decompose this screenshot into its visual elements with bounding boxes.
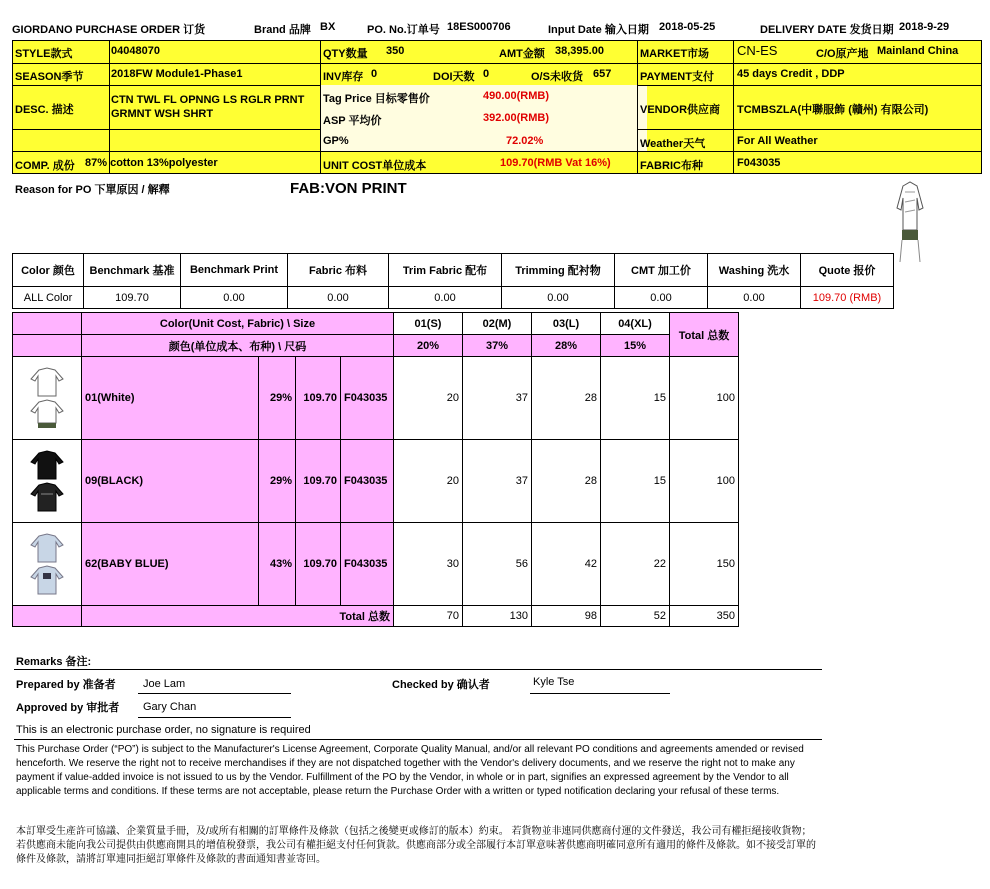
quote-header-benchmark-print: Benchmark Print [181,254,288,287]
origin-label: C/O原产地 [816,48,869,60]
gp-value: 72.02% [506,135,544,147]
thumb-header-cell [13,335,82,357]
color-thumbnail [13,440,82,523]
inventory-value: 0 [371,68,378,80]
payment-label: PAYMENT支付 [640,71,714,83]
qty-label: QTY数量 [323,48,368,60]
legal-terms-cn: 本訂單受生產許可協議、企業質量手冊，及/或所有相關的訂單條件及條款（包括之後變更或修訂的版本）約束。 若貨物並非連同供應商付運的文件發送，我公司有權拒絕接收貨物；若供應商未能向我公司提供由供應商開具的增值稅發票，我公司有權拒絕支付任何貨款。供應商部分或全部履行本訂單意味著供應商明確同意所有適用的條件及條款。如不接受訂單的條件及條款，請將訂單連同拒絕訂單條件及條款的書面通知書並寄回。 [16,826,816,865]
quote-cell: 0.00 [181,287,288,309]
market-value: CN-ES [737,43,778,58]
qty-cell: 15 [601,357,670,440]
brand-value: BX [320,21,336,33]
doi-label: DOI天数 [433,71,475,83]
unit-cost-label: UNIT COST单位成本 [323,160,427,172]
qty-cell: 56 [463,523,532,606]
thumb-header-cell [13,313,82,335]
size-pct: 20% [394,335,463,357]
prepared-by-label: Prepared by 准备者 [16,679,116,691]
quote-cell: ALL Color [13,287,84,309]
fabric-print-note: FAB:VON PRINT [290,180,407,197]
approved-by-value: Gary Chan [143,701,197,713]
doi-value: 0 [483,68,490,80]
color-fabric: F043035 [341,523,394,606]
delivery-date-label: DELIVERY DATE 发货日期 [760,24,894,36]
quote-cell: 0.00 [708,287,801,309]
inventory-label: INV库存 [323,71,364,83]
size-name: 03(L) [532,313,601,335]
reason-label: Reason for PO 下單原因 / 解釋 [15,184,170,196]
delivery-date-value: 2018-9-29 [899,21,950,33]
grand-total-cell: 98 [532,606,601,627]
outstanding-value: 657 [593,68,612,80]
black-garment-icon [25,450,69,480]
grand-total-cell: 130 [463,606,532,627]
market-label: MARKET市场 [640,48,710,60]
quote-header-trimming: Trimming 配衬物 [502,254,615,287]
tag-price-label: Tag Price 目标零售价 [323,93,430,105]
po-number-value: 18ES000706 [447,21,511,33]
size-row [13,357,739,440]
color-name: 09(BLACK) [82,440,259,523]
row-total: 150 [670,523,739,606]
color-cost: 109.70 [296,357,341,440]
gp-label: GP% [323,135,349,147]
color-thumbnail [13,357,82,440]
qty-cell: 28 [532,440,601,523]
quote-row [13,287,894,309]
black-garment-back-icon [25,482,69,512]
qty-cell: 22 [601,523,670,606]
size-name: 01(S) [394,313,463,335]
composition-label: COMP. 成份 [15,160,75,172]
quote-header-washing: Washing 洗水 [708,254,801,287]
qty-cell: 20 [394,440,463,523]
grand-total-spacer [13,606,82,627]
quote-header-quote: Quote 报价 [801,254,894,287]
quote-header-color: Color 颜色 [13,254,84,287]
vendor-label: VENDOR供应商 [640,104,721,116]
outstanding-label: O/S未收货 [531,71,583,83]
qty-cell: 28 [532,357,601,440]
fabric-label: FABRIC布种 [640,160,703,172]
weather-value: For All Weather [737,135,818,147]
qty-cell: 42 [532,523,601,606]
size-pct: 15% [601,335,670,357]
grand-total-cell: 52 [601,606,670,627]
blue-garment-icon [25,533,69,563]
row-total: 100 [670,440,739,523]
color-cost: 109.70 [296,523,341,606]
po-info-block [12,40,982,174]
style-value: 04048070 [111,45,160,57]
size-name: 04(XL) [601,313,670,335]
amount-value: 38,395.00 [555,45,604,57]
white-garment-icon [25,367,69,397]
season-value: 2018FW Module1-Phase1 [111,68,243,80]
size-title-cn: 颜色(单位成本、布种) \ 尺码 [82,335,394,357]
quote-cell: 0.00 [615,287,708,309]
blue-garment-back-icon [25,565,69,595]
garment-sketch-image [893,178,927,264]
quote-header-benchmark: Benchmark 基准 [84,254,181,287]
qty-cell: 30 [394,523,463,606]
checked-by-label: Checked by 确认者 [392,679,490,691]
size-title-en: Color(Unit Cost, Fabric) \ Size [82,313,394,335]
size-pct: 37% [463,335,532,357]
legal-terms-en: This Purchase Order (“PO”) is subject to the Manufacturer's License Agreement, Corporate Quality Manual, and/or all relevant PO conditions and agreements amended or revised henceforth. We reserve the right not to receive merchandises if they are not dispatched together with the Vendor's delivery documents, and we reserve the right not to make any payment if value-added invoice is not issued to us by the Vendor. Fulfillment of the PO by the Vendor, in whole or in part, signifies an expressed agreement by the Vendor to all applicable terms and conditions. If these terms are not acceptable, please return the Purchase Order with a written or typed notification declaring your refusal of these terms. [16,744,804,797]
color-pct: 29% [259,357,296,440]
size-row [13,523,739,606]
size-name: 02(M) [463,313,532,335]
tag-price-value: 490.00(RMB) [483,90,550,102]
asp-value: 392.00(RMB) [483,112,550,124]
color-fabric: F043035 [341,357,394,440]
row-total: 100 [670,357,739,440]
color-name: 01(White) [82,357,259,440]
quote-cell: 0.00 [389,287,502,309]
color-cost: 109.70 [296,440,341,523]
grand-total-cell: 70 [394,606,463,627]
quote-cell: 0.00 [502,287,615,309]
season-label: SEASON季节 [15,71,84,83]
qty-value: 350 [386,45,405,57]
input-date-label: Input Date 输入日期 [548,24,649,36]
electronic-po-note: This is an electronic purchase order, no signature is required [16,724,311,736]
quote-header-cmt: CMT 加工价 [615,254,708,287]
unit-cost-value: 109.70(RMB Vat 16%) [500,157,611,169]
style-label: STYLE款式 [15,48,73,60]
size-pct: 28% [532,335,601,357]
description-line1: CTN TWL FL OPNNG LS RGLR PRNT [111,94,305,106]
prepared-by-value: Joe Lam [143,678,186,690]
origin-value: Mainland China [877,45,959,57]
description-line2: GRMNT WSH SHRT [111,108,214,120]
asp-label: ASP 平均价 [323,115,382,127]
fabric-value: F043035 [737,157,781,169]
quote-total-cell: 109.70 (RMB) [801,287,894,309]
size-row [13,440,739,523]
white-garment-back-icon [25,399,69,429]
color-name: 62(BABY BLUE) [82,523,259,606]
quote-header-trim-fabric: Trim Fabric 配布 [389,254,502,287]
grand-total-sum: 350 [670,606,739,627]
vendor-value: TCMBSZLA(中聯服飾 (贛州) 有限公司) [737,104,929,116]
amount-label: AMT金额 [499,48,545,60]
brand-label: Brand 品牌 [254,24,311,36]
qty-cell: 20 [394,357,463,440]
qty-cell: 15 [601,440,670,523]
description-label: DESC. 描述 [15,104,74,116]
qty-cell: 37 [463,440,532,523]
total-header: Total 总数 [670,313,739,357]
grand-total-label: Total 总数 [82,606,394,627]
cost-quote-table [12,253,894,309]
checked-by-value: Kyle Tse [533,676,575,688]
approved-by-label: Approved by 审批者 [16,702,120,714]
qty-cell: 37 [463,357,532,440]
po-number-label: PO. No.订单号 [367,24,440,36]
company-po-title: GIORDANO PURCHASE ORDER 订货 [12,24,206,36]
color-fabric: F043035 [341,440,394,523]
quote-header-fabric: Fabric 布料 [288,254,389,287]
grand-total-row [13,606,739,627]
quote-cell: 109.70 [84,287,181,309]
input-date-value: 2018-05-25 [659,21,716,33]
remarks-label: Remarks 备注: [16,656,92,668]
quote-cell: 0.00 [288,287,389,309]
size-breakdown-table [12,312,739,627]
color-thumbnail [13,523,82,606]
composition-value: 87% cotton 13%polyester [85,157,218,169]
color-pct: 43% [259,523,296,606]
color-pct: 29% [259,440,296,523]
payment-value: 45 days Credit , DDP [737,68,845,80]
weather-label: Weather天气 [640,138,706,150]
